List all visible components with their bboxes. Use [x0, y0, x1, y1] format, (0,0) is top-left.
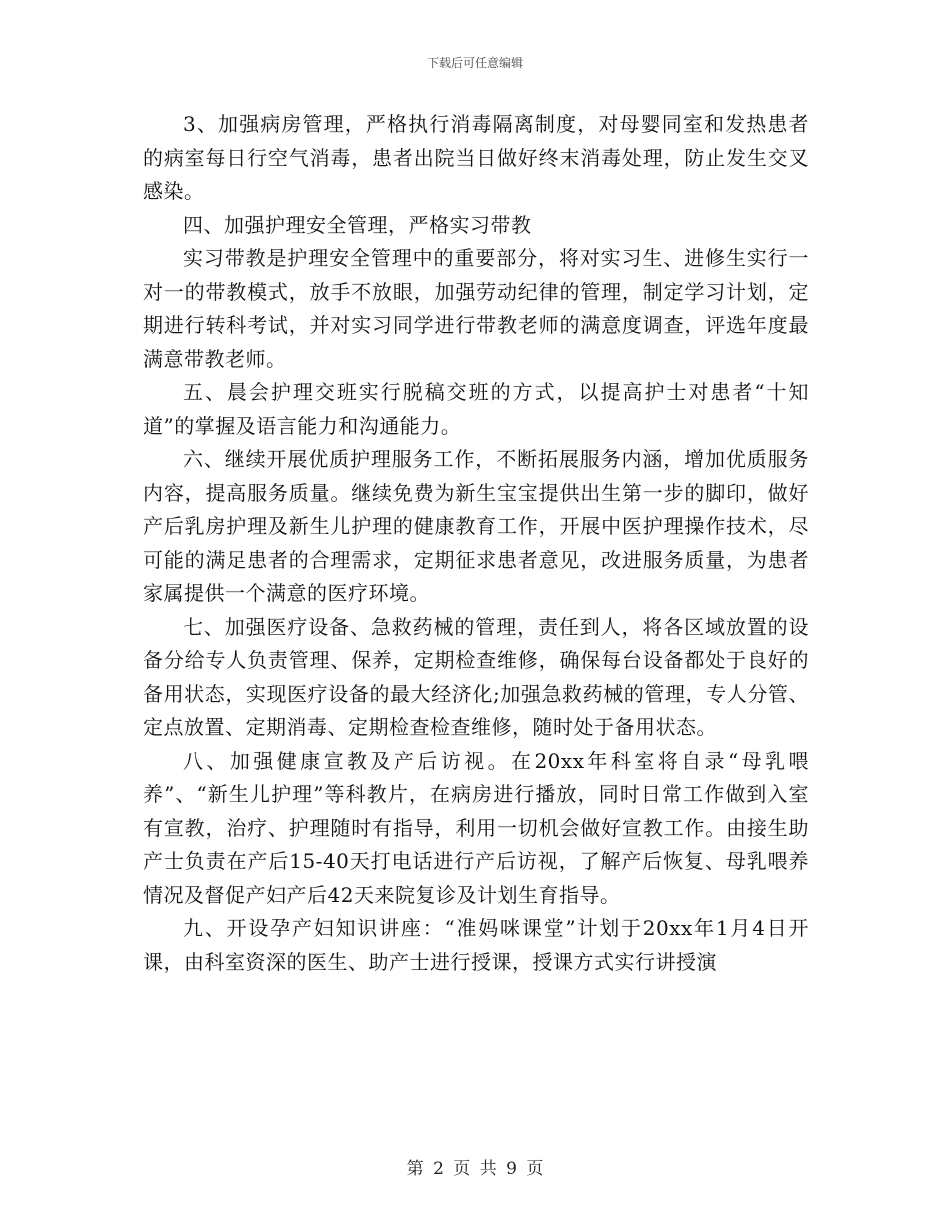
page-header-note: 下载后可任意编辑: [426, 56, 523, 70]
paragraph-section-five-shift-handover: 五、晨会护理交班实行脱稿交班的方式，以提高护士对患者“十知道”的掌握及语言能力和沟通能力。: [143, 380, 809, 438]
document-body: [143, 108, 809, 979]
paragraph-section-seven-equipment: 七、加强医疗设备、急救药械的管理，责任到人，将各区域放置的设备分给专人负责管理、保养，定期检查维修，确保每台设备都处于良好的备用状态，实现医疗设备的最大经济化;加强急救药械的管理，专人分管、定点放置、定期消毒、定期检查检查维修，随时处于备用状态。: [143, 614, 809, 739]
paragraph-section-nine-lectures: 九、开设孕产妇知识讲座：“准妈咪课堂”计划于20xx年1月4日开课，由科室资深的医生、助产士进行授课，授课方式实行讲授演: [143, 916, 809, 974]
paragraph-internship-teaching: 实习带教是护理安全管理中的重要部分，将对实习生、进修生实行一对一的带教模式，放手不放眼，加强劳动纪律的管理，制定学习计划，定期进行转科考试，并对实习同学进行带教老师的满意度调查，评选年度最满意带教老师。: [143, 246, 809, 371]
paragraph-ward-management: 3、加强病房管理，严格执行消毒隔离制度，对母婴同室和发热患者的病室每日行空气消毒，患者出院当日做好终末消毒处理，防止发生交叉感染。: [143, 112, 809, 203]
paragraph-section-six-quality-care: 六、继续开展优质护理服务工作，不断拓展服务内涵，增加优质服务内容，提高服务质量。继续免费为新生宝宝提供出生第一步的脚印，做好产后乳房护理及新生儿护理的健康教育工作，开展中医护理操作技术，尽可能的满足患者的合理需求，定期征求患者意见，改进服务质量，为患者家属提供一个满意的医疗环境。: [143, 447, 809, 605]
paragraph-section-four-heading: 四、加强护理安全管理，严格实习带教: [183, 212, 532, 237]
page-number-footer: 第 2 页 共 9 页: [406, 1159, 544, 1179]
paragraph-section-eight-health-education: 八、加强健康宣教及产后访视。在20xx年科室将自录“母乳喂养”、“新生儿护理”等科教片，在病房进行播放，同时日常工作做到入室有宣教，治疗、护理随时有指导，利用一切机会做好宣教工作。由接生助产士负责在产后15-40天打电话进行产后访视，了解产后恢复、母乳喂养情况及督促产妇产后42天来院复诊及计划生育指导。: [143, 748, 809, 907]
